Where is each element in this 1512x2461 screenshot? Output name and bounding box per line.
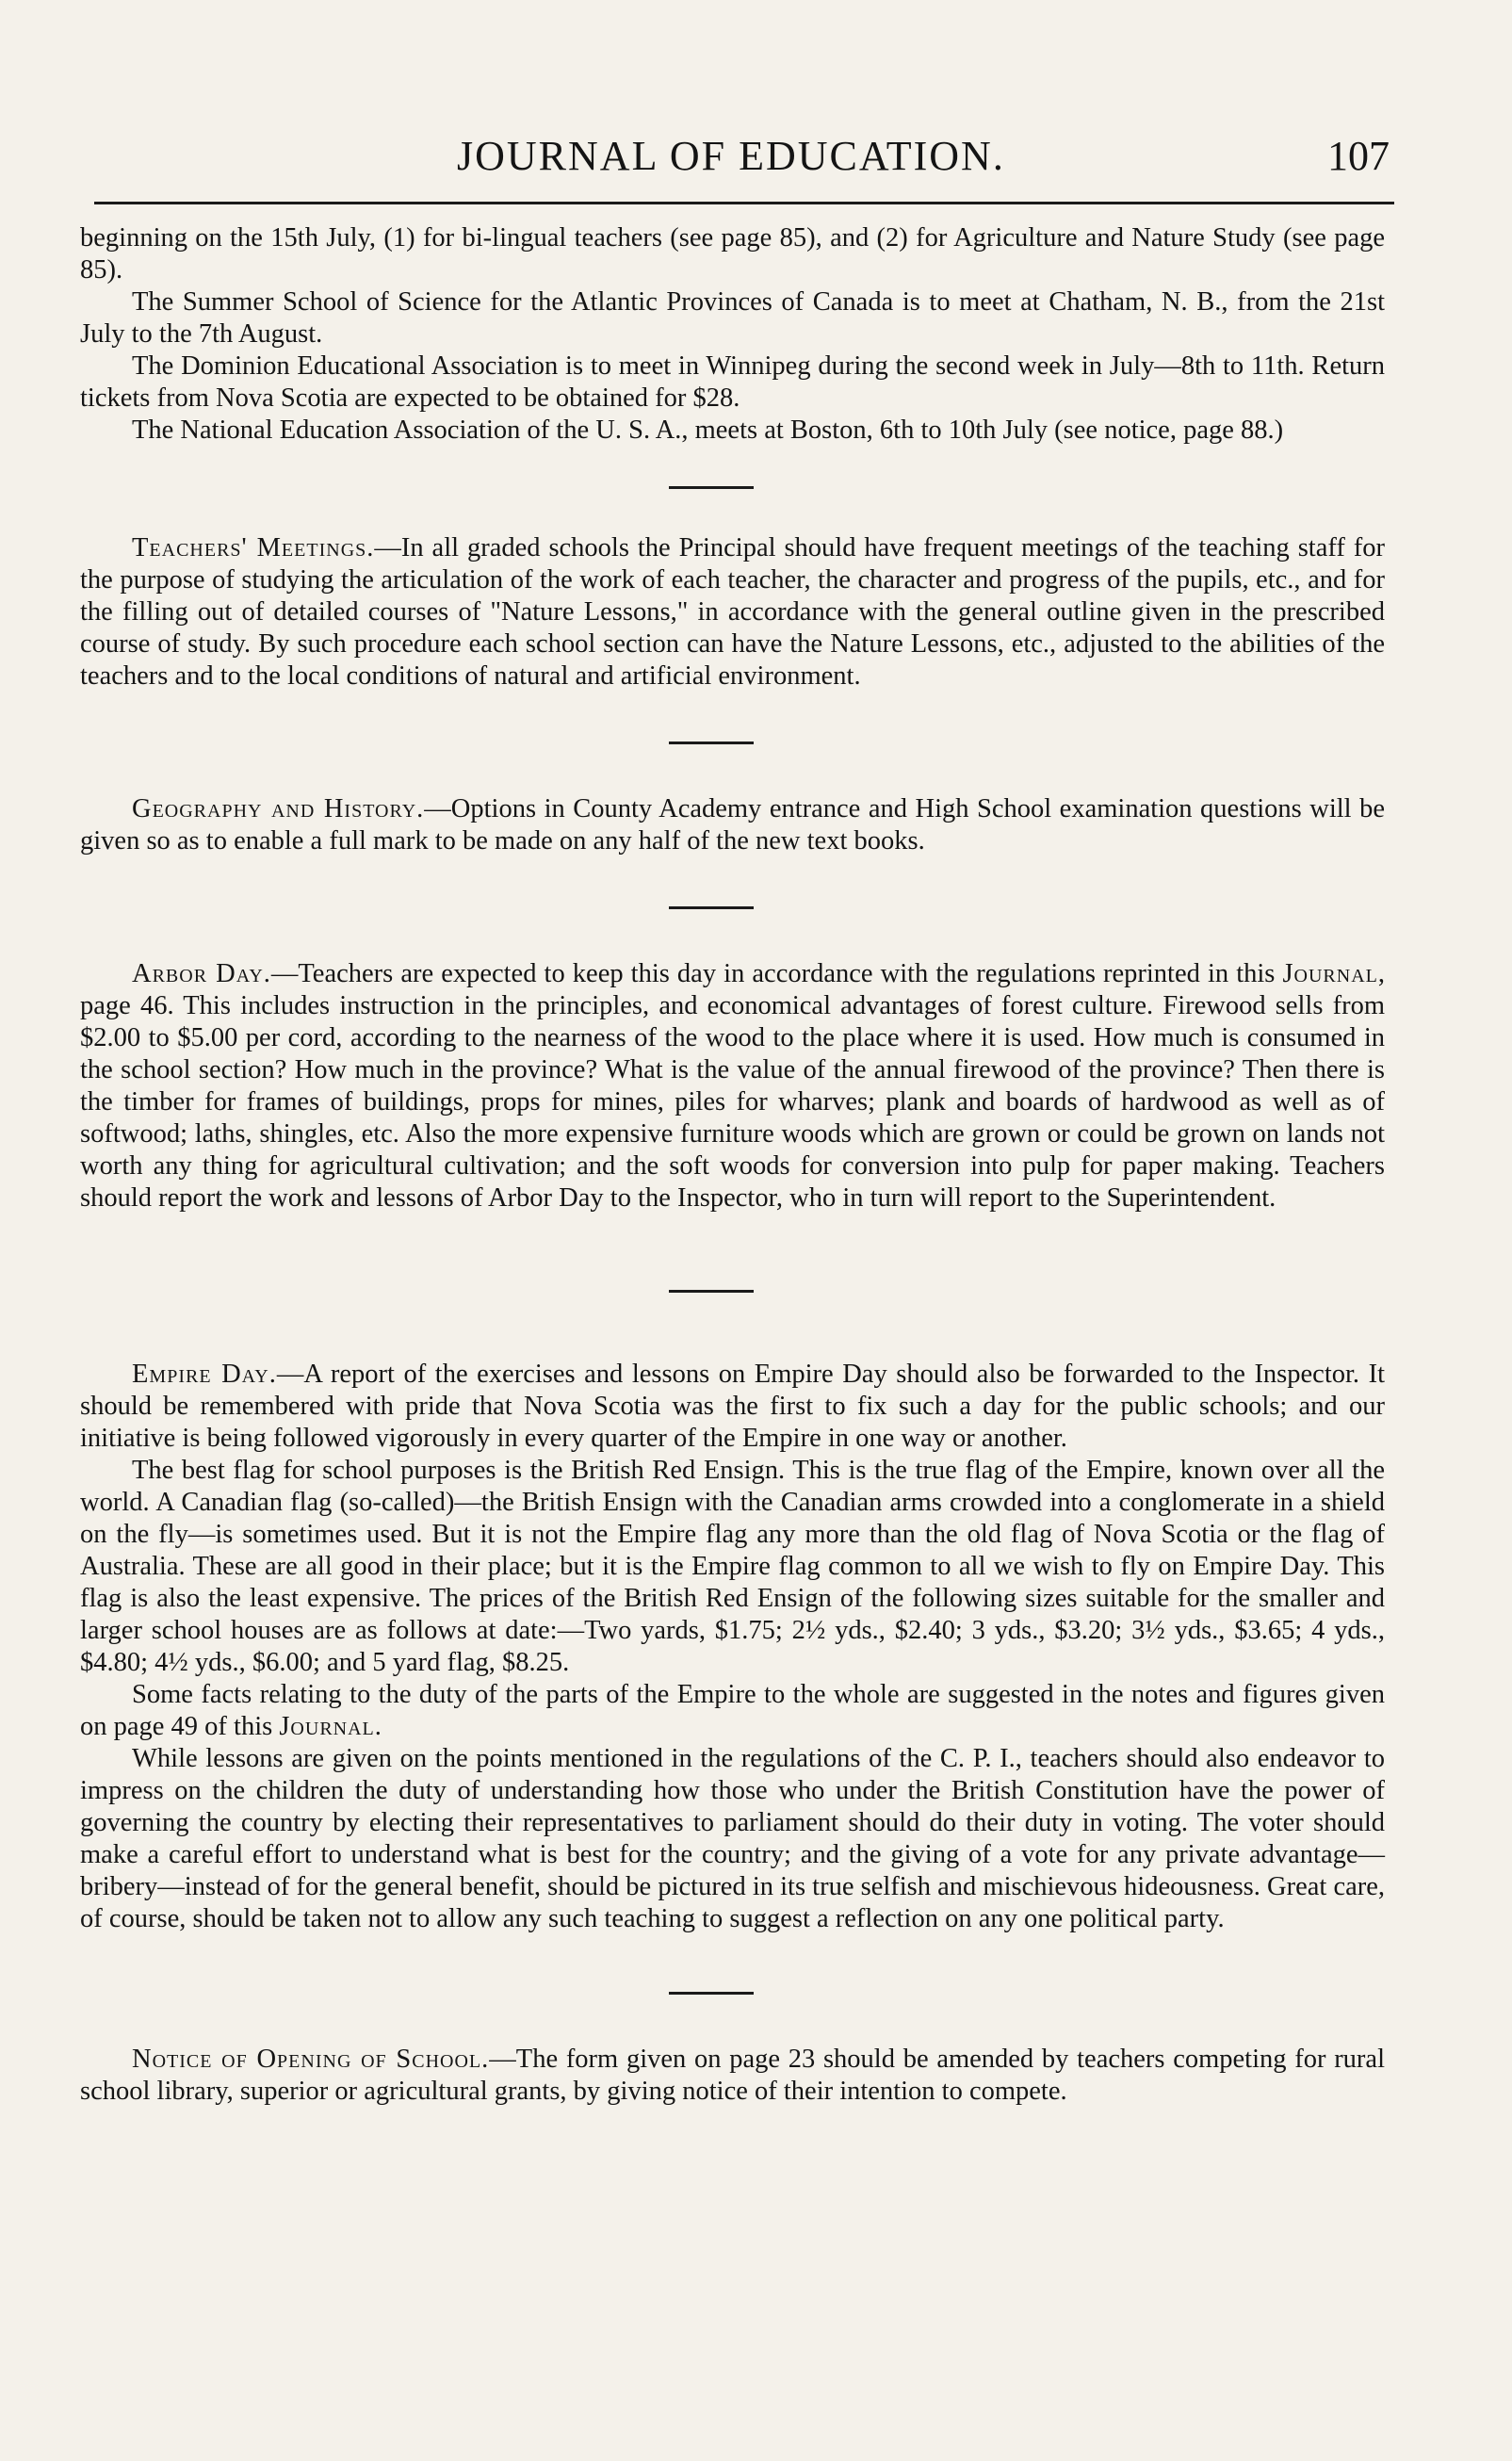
summer-schools-section (80, 222, 1385, 447)
empire-day-paragraph-1 (80, 1359, 1385, 1455)
section-text: —A report of the exercises and lessons on Empire Day should also be forwarded to the Inspector. It should be remembered with pride that Nova Scotia was the first to fix such a day for the public schools; and our initiative is being followed vigorously in every quarter of the Empire in one way or another. (80, 1360, 1385, 1453)
arbor-day-paragraph (80, 958, 1385, 1214)
section-divider (669, 1992, 754, 1995)
section-text: —In all graded schools the Principal should have frequent meetings of the teaching staff for the purpose of studying the articulation of the work of each teacher, the character and progress of the pupils, etc., and for the filling out of detailed courses of "Nature Lessons," in accordance with the general outline given in the prescribed course of study. By such procedure each school section can have the Nature Lessons, etc., adjusted to the abilities of the teachers and to the local conditions of natural and artificial environment. (80, 533, 1385, 691)
arbor-day-section (80, 958, 1385, 1214)
geography-history-section (80, 793, 1385, 857)
section-text: Some facts relating to the duty of the parts of the Empire to the whole are suggested in the notes and figures given on page 49 of this (80, 1680, 1385, 1741)
header-rule (94, 202, 1394, 204)
summer-paragraph-3: The Dominion Educational Association is to meet in Winnipeg during the second week in July—8th to 11th. Return tickets from Nova Scotia are expected to be obtained for $28. (80, 351, 1385, 413)
section-text: —The form given on page 23 should be amended by teachers competing for rural school library, superior or agricultural grants, by giving notice of their intention to compete. (80, 2045, 1385, 2106)
section-divider (669, 742, 754, 744)
section-text: —Teachers are expected to keep this day in accordance with the regulations reprinted in this (270, 959, 1283, 988)
journal-reference: Journal (279, 1712, 375, 1741)
section-heading: Geography and History. (132, 794, 425, 823)
empire-day-paragraph-2: The best flag for school purposes is the British Red Ensign. This is the true flag of the Empire, known over all the world. A Canadian flag (so-called)—the British Ensign with the Canadian arms crowded into a conglomerate in a shield on the fly—is sometimes used. But it is not the Empire flag any more than the old flag of Nova Scotia or the flag of Australia. These are all good in their place; but it is the Empire flag common to all we wish to fly on Empire Day. This flag is also the least expensive. The prices of the British Red Ensign of the following sizes suitable for the smaller and larger school houses are as follows at date:—Two yards, $1.75; 2½ yds., $2.40; 3 yds., $3.20; 3½ yds., $3.65; 4 yds., $4.80; 4½ yds., $6.00; and 5 yard flag, $8.25. (80, 1456, 1385, 1677)
teachers-meetings-section (80, 532, 1385, 693)
empire-day-paragraph-3 (80, 1679, 1385, 1743)
section-heading: Arbor Day. (132, 959, 271, 988)
teachers-meetings-paragraph (80, 532, 1385, 693)
section-text: —Options in County Academy entrance and High School examination questions will be given so as to enable a full mark to be made on any half of the new text books. (80, 794, 1385, 856)
page-number: 107 (1327, 133, 1390, 179)
section-divider (669, 906, 754, 909)
empire-day-paragraph-4: While lessons are given on the points mentioned in the regulations of the C. P. I., teachers should also endeavor to impress on the children the duty of understanding how those who under the British Constitution have the power of governing the country by electing their representatives to parliament should do their duty in voting. The voter should make a careful effort to understand what is best for the country; and the giving of a vote for any private advantage—bribery—instead of for the general benefit, should be pictured in its true selfish and mischievous hideousness. Great care, of course, should be taken not to allow any such teaching to suggest a reflection on any one political party. (80, 1744, 1386, 1933)
section-heading: Teachers' Meetings. (132, 533, 375, 562)
notice-of-opening-section (80, 2044, 1385, 2108)
journal-title: JOURNAL OF EDUCATION. (457, 133, 1005, 179)
summer-paragraph-1: beginning on the 15th July, (1) for bi-lingual teachers (see page 85), and (2) for Agriculture and Nature Study (see page 85). (80, 223, 1385, 285)
section-divider (669, 1290, 754, 1293)
section-text: . (374, 1712, 382, 1741)
notice-paragraph (80, 2044, 1385, 2108)
section-divider (669, 486, 754, 489)
geography-history-paragraph (80, 793, 1385, 857)
running-header (94, 132, 1390, 188)
journal-reference: Journal (1282, 959, 1378, 988)
article-body (80, 222, 1385, 2108)
section-text: , page 46. This includes instruction in the principles, and economical advantages of forest culture. Firewood sells from $2.00 to $5.00 per cord, according to the nearness of the wood to the place where it is used. How much is consumed in the school section? How much in the province? What is the value of the annual firewood of the province? Then there is the timber for frames of buildings, props for mines, piles for wharves; plank and boards of hardwood as well as of softwood; laths, shingles, etc. Also the more expensive furniture woods which are grown or could be grown on lands not worth any thing for agricultural cultivation; and the soft woods for conversion into pulp for paper making. Teachers should report the work and lessons of Arbor Day to the Inspector, who in turn will report to the Superintendent. (80, 959, 1385, 1213)
summer-paragraph-2: The Summer School of Science for the Atlantic Provinces of Canada is to meet at Chatham, N. B., from the 21st July to the 7th August. (80, 287, 1385, 349)
section-heading: Notice of Opening of School. (132, 2045, 490, 2074)
section-heading: Empire Day. (132, 1360, 277, 1389)
summer-paragraph-4: The National Education Association of the U. S. A., meets at Boston, 6th to 10th July (see notice, page 88.) (132, 416, 1284, 445)
empire-day-section (80, 1359, 1385, 1935)
